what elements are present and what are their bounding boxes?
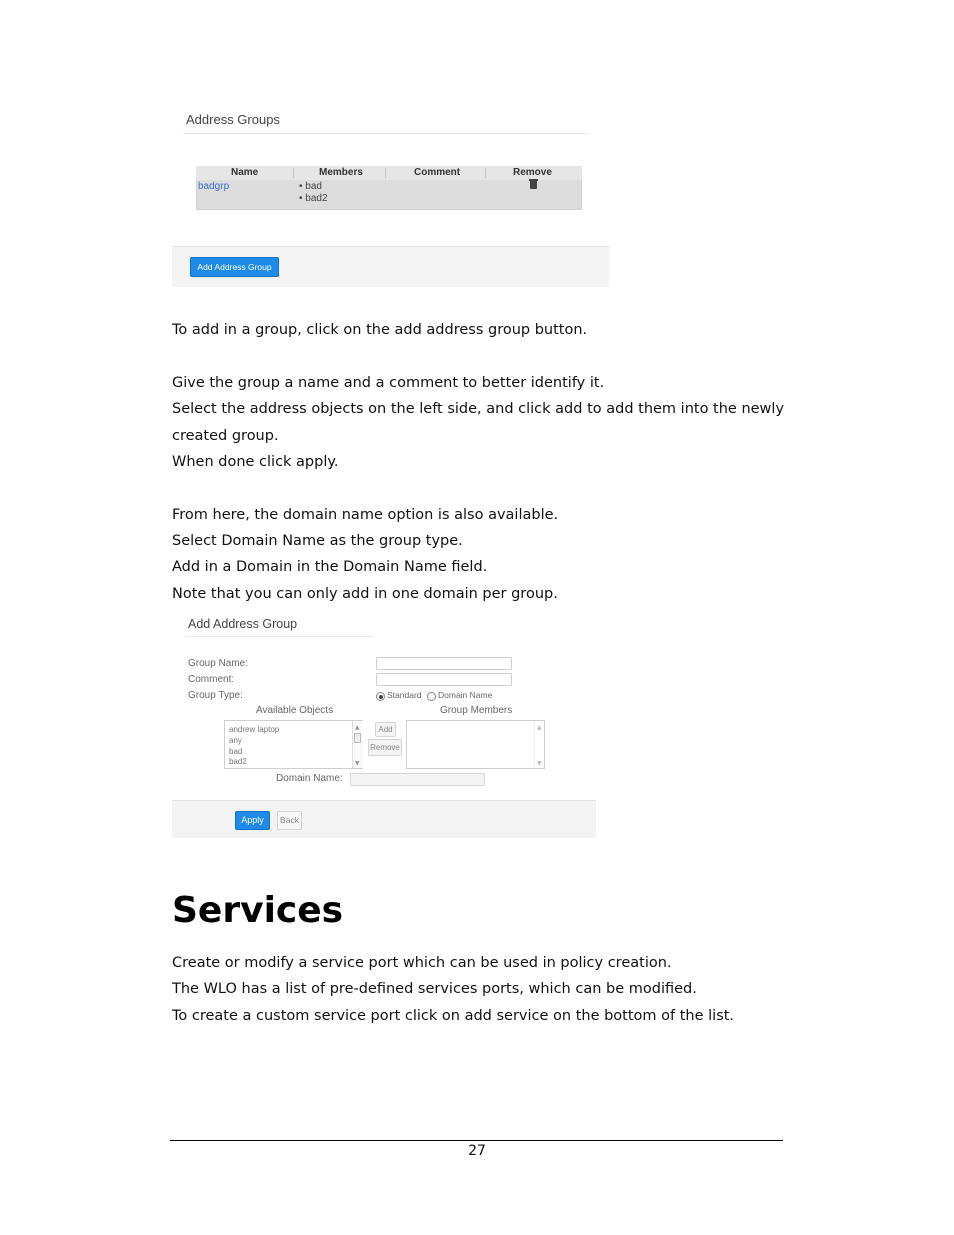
remove-member-button[interactable]: Remove bbox=[368, 739, 402, 756]
scroll-thumb[interactable] bbox=[354, 733, 361, 743]
back-button[interactable]: Back bbox=[277, 811, 302, 830]
column-header-name[interactable]: Name bbox=[231, 167, 259, 178]
column-header-remove: Remove bbox=[513, 167, 552, 178]
column-separator bbox=[385, 168, 386, 178]
list-item: • bad bbox=[299, 181, 322, 192]
member-name: bad bbox=[305, 181, 322, 192]
add-address-group-title: Add Address Group bbox=[188, 617, 298, 631]
address-groups-title: Address Groups bbox=[186, 112, 280, 127]
scroll-up-icon[interactable]: ▲ bbox=[355, 724, 360, 731]
add-address-group-button[interactable]: Add Address Group bbox=[190, 257, 279, 277]
paragraph: Select Domain Name as the group type. bbox=[172, 533, 463, 549]
column-header-members[interactable]: Members bbox=[319, 167, 363, 178]
paragraph: To add in a group, click on the add address group button. bbox=[172, 322, 588, 338]
paragraph: Select the address objects on the left side, and click add to add them into the newly bbox=[172, 401, 785, 417]
paragraph: Create or modify a service port which can be used in policy creation. bbox=[172, 955, 672, 971]
list-item[interactable]: andrew laptop bbox=[229, 725, 280, 734]
paragraph: When done click apply. bbox=[172, 454, 339, 470]
address-groups-divider bbox=[183, 133, 589, 134]
radio-standard-label: Standard bbox=[387, 690, 422, 700]
group-name-input[interactable] bbox=[376, 657, 512, 670]
radio-domain-name[interactable] bbox=[427, 692, 436, 701]
radio-domain-name-label: Domain Name bbox=[438, 690, 493, 700]
scroll-down-icon[interactable]: ▼ bbox=[537, 760, 542, 767]
paragraph: created group. bbox=[172, 428, 279, 444]
group-name-link[interactable]: badgrp bbox=[198, 181, 230, 192]
trash-body bbox=[530, 180, 537, 189]
add-member-button[interactable]: Add bbox=[375, 722, 396, 737]
section-heading: Services bbox=[172, 890, 344, 931]
list-item[interactable]: bad bbox=[229, 747, 243, 756]
comment-input[interactable] bbox=[376, 673, 512, 686]
domain-name-input[interactable] bbox=[350, 773, 485, 786]
group-members-label: Group Members bbox=[440, 705, 513, 716]
page-number: 27 bbox=[468, 1143, 486, 1159]
radio-standard[interactable] bbox=[376, 692, 385, 701]
footer-divider bbox=[170, 1140, 783, 1141]
paragraph: Add in a Domain in the Domain Name field. bbox=[172, 559, 488, 575]
available-objects-scrollbar[interactable] bbox=[352, 721, 363, 768]
column-header-comment[interactable]: Comment bbox=[414, 167, 461, 178]
group-members-scrollbar[interactable] bbox=[534, 721, 545, 768]
comment-label: Comment: bbox=[188, 674, 235, 685]
trash-icon[interactable] bbox=[528, 178, 540, 191]
column-separator bbox=[293, 168, 294, 178]
scroll-down-icon[interactable]: ▼ bbox=[355, 760, 360, 767]
available-objects-label: Available Objects bbox=[256, 705, 334, 716]
paragraph: From here, the domain name option is also available. bbox=[172, 507, 559, 523]
list-item[interactable]: any bbox=[229, 736, 242, 745]
paragraph: To create a custom service port click on add service on the bottom of the list. bbox=[172, 1008, 735, 1024]
add-address-group-divider bbox=[185, 636, 373, 637]
group-members-list[interactable] bbox=[406, 720, 545, 769]
paragraph: Note that you can only add in one domain per group. bbox=[172, 586, 558, 602]
scroll-up-icon[interactable]: ▲ bbox=[537, 724, 542, 731]
column-separator bbox=[485, 168, 486, 178]
domain-name-label: Domain Name: bbox=[276, 773, 343, 784]
paragraph: Give the group a name and a comment to better identify it. bbox=[172, 375, 605, 391]
apply-button[interactable]: Apply bbox=[235, 811, 270, 830]
list-item: • bad2 bbox=[299, 193, 328, 204]
group-type-label: Group Type: bbox=[188, 690, 243, 701]
member-name: bad2 bbox=[305, 193, 328, 204]
list-item[interactable]: bad2 bbox=[229, 757, 247, 766]
group-name-label: Group Name: bbox=[188, 658, 249, 669]
paragraph: The WLO has a list of pre-defined services ports, which can be modified. bbox=[172, 981, 697, 997]
